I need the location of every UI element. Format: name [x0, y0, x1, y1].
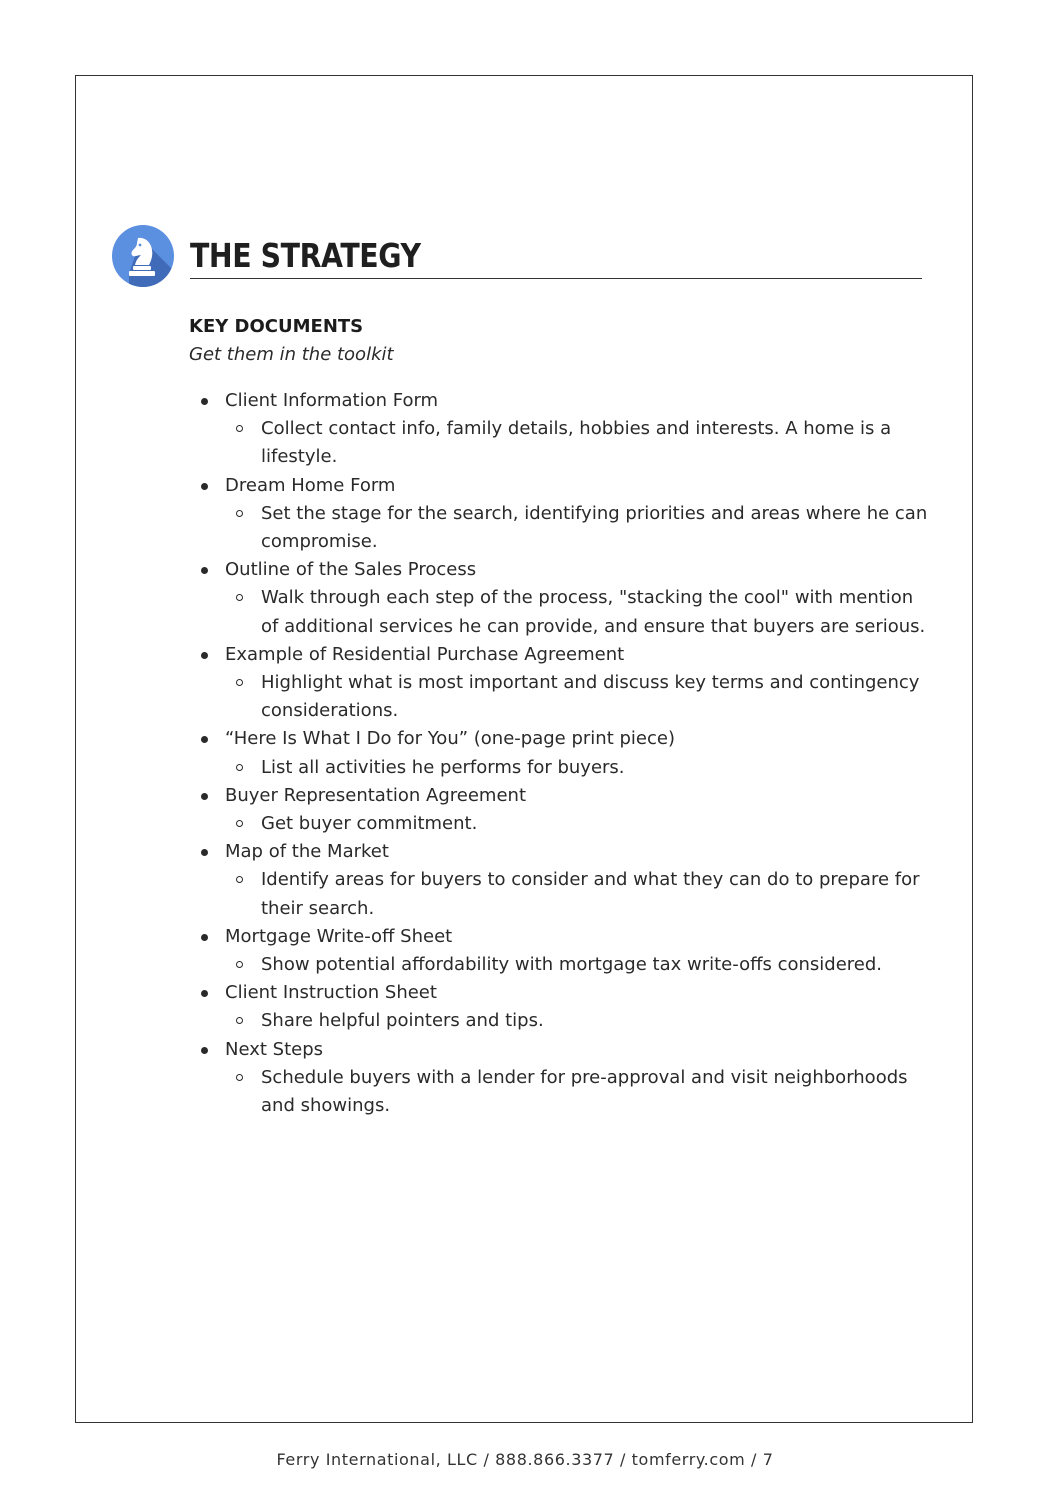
document-label: “Here Is What I Do for You” (one-page print piece): [225, 728, 675, 750]
document-item: [189, 979, 929, 1035]
document-details: [225, 415, 929, 471]
document-item: [189, 641, 929, 726]
document-label: Outline of the Sales Process: [225, 559, 477, 581]
key-documents-section: [189, 313, 929, 1120]
document-item: [189, 725, 929, 781]
document-details: [225, 866, 929, 922]
document-label: Client Instruction Sheet: [225, 982, 437, 1004]
documents-list: [189, 387, 929, 1120]
document-item: [189, 923, 929, 979]
document-details: [225, 584, 929, 640]
document-item: [189, 782, 929, 838]
document-item: [189, 838, 929, 923]
title-divider: [190, 278, 922, 279]
document-details: [225, 1007, 929, 1035]
document-item: [189, 556, 929, 641]
document-label: Example of Residential Purchase Agreement: [225, 643, 625, 665]
section-title: THE STRATEGY: [190, 236, 421, 275]
key-documents-heading: KEY DOCUMENTS: [189, 316, 364, 337]
document-item: [189, 387, 929, 472]
document-item: [189, 1036, 929, 1121]
document-label: Next Steps: [225, 1038, 324, 1060]
chess-knight-icon: [111, 224, 175, 288]
document-label: Buyer Representation Agreement: [225, 784, 526, 806]
document-detail: Share helpful pointers and tips.: [225, 1007, 929, 1035]
document-detail: Collect contact info, family details, hobbies and interests. A home is a lifestyle.: [225, 415, 929, 471]
document-label: Mortgage Write-off Sheet: [225, 925, 453, 947]
document-details: [225, 1064, 929, 1120]
document-detail: Walk through each step of the process, "stacking the cool" with mention of additional services he can provide, and ensure that buyers are serious.: [225, 584, 929, 640]
document-detail: Show potential affordability with mortgage tax write-offs considered.: [225, 951, 929, 979]
document-detail: List all activities he performs for buyers.: [225, 754, 929, 782]
document-detail: Set the stage for the search, identifying priorities and areas where he can compromise.: [225, 500, 929, 556]
document-detail: Identify areas for buyers to consider and what they can do to prepare for their search.: [225, 866, 929, 922]
document-label: Dream Home Form: [225, 474, 396, 496]
document-label: Map of the Market: [225, 841, 389, 863]
document-details: [225, 951, 929, 979]
document-detail: Schedule buyers with a lender for pre-approval and visit neighborhoods and showings.: [225, 1064, 929, 1120]
document-detail: Get buyer commitment.: [225, 810, 929, 838]
key-documents-subheading: Get them in the toolkit: [189, 344, 394, 365]
document-detail: Highlight what is most important and discuss key terms and contingency considerations.: [225, 669, 929, 725]
document-item: [189, 472, 929, 557]
page-footer: Ferry International, LLC / 888.866.3377 / tomferry.com / 7: [276, 1450, 774, 1469]
document-details: [225, 810, 929, 838]
document-details: [225, 754, 929, 782]
document-label: Client Information Form: [225, 390, 439, 411]
document-details: [225, 669, 929, 725]
document-details: [225, 500, 929, 556]
